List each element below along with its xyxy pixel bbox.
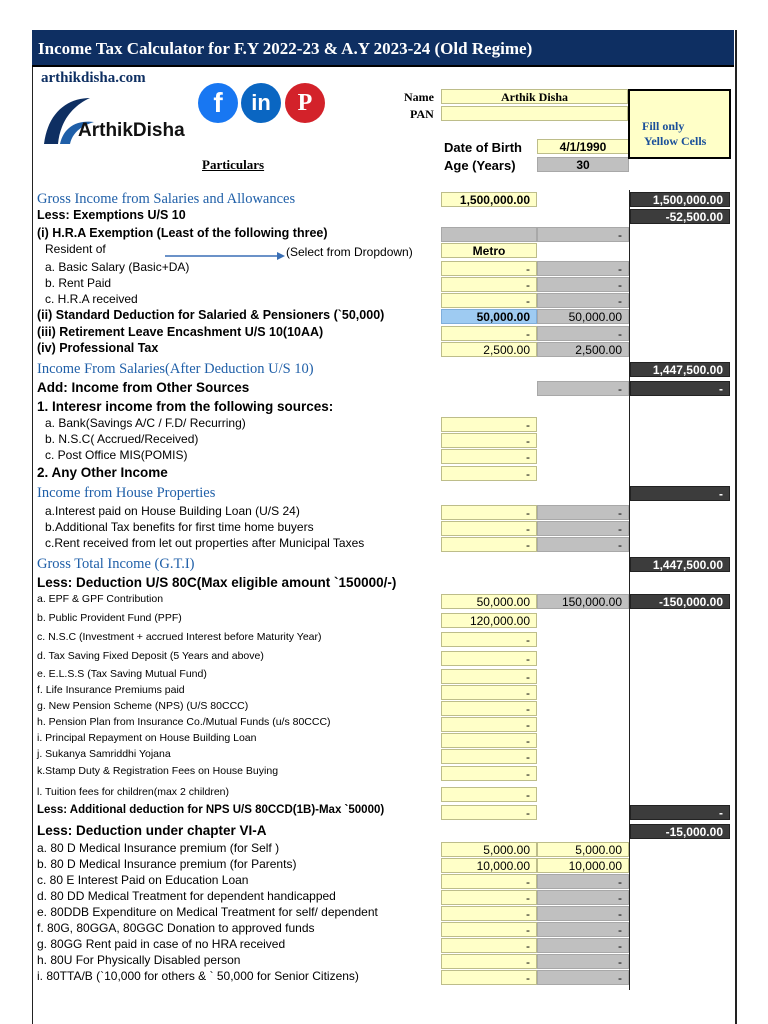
input-cell[interactable]: -	[441, 890, 537, 905]
name-label: Name	[404, 90, 434, 104]
input-cell[interactable]: 50,000.00	[441, 309, 537, 324]
logo	[38, 92, 198, 152]
row-label: b. 80 D Medical Insurance premium (for Parents)	[37, 857, 297, 871]
total-cell: -52,500.00	[630, 209, 730, 224]
row-label: e. 80DDB Expenditure on Medical Treatment for self/ dependent	[37, 905, 378, 919]
input-cell[interactable]: 10,000.00	[441, 858, 537, 873]
row-label: (iii) Retirement Leave Encashment U/S 10(10AA)	[37, 325, 324, 339]
fill-note	[628, 89, 731, 159]
input-cell[interactable]: 120,000.00	[441, 613, 537, 628]
row-label: Gross Total Income (G.T.I)	[37, 556, 195, 572]
total-cell: -150,000.00	[630, 594, 730, 609]
total-cell: -15,000.00	[630, 824, 730, 839]
row-label: Income From Salaries(After Deduction U/S 10)	[37, 361, 314, 377]
input-cell[interactable]: -	[441, 766, 537, 781]
row-label: Less: Deduction under chapter VI-A	[37, 823, 267, 838]
computed-cell: -	[537, 381, 629, 396]
input-cell[interactable]: -	[441, 749, 537, 764]
input-cell[interactable]: -	[441, 277, 537, 292]
input-cell[interactable]: -	[441, 505, 537, 520]
row-label: g. New Pension Scheme (NPS) (U/S 80CCC)	[37, 700, 249, 712]
site-link[interactable]: arthikdisha.com	[41, 70, 146, 86]
row-label: i. 80TTA/B (`10,000 for others & ` 50,000 for Senior Citizens)	[37, 969, 359, 983]
computed-cell: -	[537, 938, 629, 953]
input-cell[interactable]: -	[441, 521, 537, 536]
input-cell[interactable]: -	[441, 537, 537, 552]
row-label: c. N.S.C (Investment + accrued Interest before Maturity Year)	[37, 631, 322, 643]
computed-cell: 2,500.00	[537, 342, 629, 357]
name-field[interactable]: Arthik Disha	[441, 89, 628, 104]
row-label: Add: Income from Other Sources	[37, 380, 250, 395]
input-cell[interactable]: Metro	[441, 243, 537, 258]
row-label: Less: Deduction U/S 80C(Max eligible amount `150000/-)	[37, 575, 397, 590]
computed-cell: -	[537, 537, 629, 552]
row-label: h. 80U For Physically Disabled person	[37, 953, 241, 967]
row-label: c. H.R.A received	[45, 292, 138, 306]
total-cell: -	[630, 805, 730, 820]
row-label: c. Post Office MIS(POMIS)	[45, 448, 188, 462]
row-label: b. Rent Paid	[45, 276, 112, 290]
input-cell[interactable]: -	[441, 651, 537, 666]
total-cell: 1,500,000.00	[630, 192, 730, 207]
row-label: b. Public Provident Fund (PPF)	[37, 612, 182, 624]
input-cell[interactable]: 1,500,000.00	[441, 192, 537, 207]
input-cell[interactable]: -	[441, 433, 537, 448]
computed-cell: -	[537, 521, 629, 536]
input-cell[interactable]: -	[441, 449, 537, 464]
row-label: f. 80G, 80GGA, 80GGC Donation to approved funds	[37, 921, 315, 935]
input-cell[interactable]: 10,000.00	[537, 858, 629, 873]
row-label: a. EPF & GPF Contribution	[37, 593, 164, 605]
computed-cell: -	[537, 505, 629, 520]
row-label: Resident of	[45, 242, 106, 256]
input-cell[interactable]: -	[441, 417, 537, 432]
row-label: 1. Interesr income from the following sources:	[37, 399, 334, 414]
row-label: l. Tuition fees for children(max 2 children)	[37, 786, 229, 798]
dob-label: Date of Birth	[444, 140, 522, 155]
input-cell[interactable]: -	[441, 466, 537, 481]
computed-cell: -	[537, 906, 629, 921]
input-cell[interactable]: -	[441, 733, 537, 748]
row-label: f. Life Insurance Premiums paid	[37, 684, 185, 696]
input-cell[interactable]: -	[441, 293, 537, 308]
row-label: a. 80 D Medical Insurance premium (for Self )	[37, 841, 280, 855]
page-title: Income Tax Calculator for F.Y 2022-23 & A.Y 2023-24 (Old Regime)	[32, 30, 734, 67]
computed-cell: -	[537, 970, 629, 985]
computed-cell: -	[537, 261, 629, 276]
row-label: Less: Exemptions U/S 10	[37, 208, 186, 222]
row-label: d. 80 DD Medical Treatment for dependent handicapped	[37, 889, 336, 903]
row-label: d. Tax Saving Fixed Deposit (5 Years and above)	[37, 650, 264, 662]
row-label: a. Basic Salary (Basic+DA)	[45, 260, 190, 274]
computed-cell	[441, 227, 537, 242]
computed-cell: -	[537, 293, 629, 308]
total-cell: -	[630, 486, 730, 501]
row-label: j. Sukanya Samriddhi Yojana	[37, 748, 171, 760]
computed-cell: -	[537, 874, 629, 889]
computed-cell: 150,000.00	[537, 594, 629, 609]
row-label: i. Principal Repayment on House Building Loan	[37, 732, 257, 744]
row-label: g. 80GG Rent paid in case of no HRA received	[37, 937, 286, 951]
pinterest-icon[interactable]: P	[285, 83, 325, 123]
row-label: (i) H.R.A Exemption (Least of the following three)	[37, 226, 328, 240]
row-label: c.Rent received from let out properties after Municipal Taxes	[45, 536, 365, 550]
row-label: b. N.S.C( Accrued/Received)	[45, 432, 199, 446]
row-label: a.Interest paid on House Building Loan (U/S 24)	[45, 504, 300, 518]
row-label: e. E.L.S.S (Tax Saving Mutual Fund)	[37, 668, 207, 680]
row-label: a. Bank(Savings A/C / F.D/ Recurring)	[45, 416, 246, 430]
input-cell[interactable]: -	[441, 938, 537, 953]
pan-label: PAN	[410, 107, 434, 121]
computed-cell: -	[537, 954, 629, 969]
computed-cell: 50,000.00	[537, 309, 629, 324]
total-cell: 1,447,500.00	[630, 362, 730, 377]
fill-note-line-1: Fill only	[642, 119, 685, 133]
logo-text: ArthikDisha	[78, 120, 185, 141]
age-field: 30	[537, 157, 629, 172]
dropdown-hint: (Select from Dropdown)	[286, 245, 413, 259]
input-cell[interactable]: 5,000.00	[441, 842, 537, 857]
row-label: (iv) Professional Tax	[37, 341, 159, 355]
input-cell[interactable]: -	[441, 717, 537, 732]
row-label: c. 80 E Interest Paid on Education Loan	[37, 873, 249, 887]
row-label: b.Additional Tax benefits for first time home buyers	[45, 520, 314, 534]
input-cell[interactable]: -	[441, 669, 537, 684]
fill-note-line-2: Yellow Cells	[644, 134, 707, 148]
row-label: (ii) Standard Deduction for Salaried & Pensioners (`50,000)	[37, 308, 385, 322]
particulars-heading: Particulars	[202, 157, 265, 172]
row-label: h. Pension Plan from Insurance Co./Mutual Funds (u/s 80CCC)	[37, 716, 331, 728]
computed-cell: -	[537, 922, 629, 937]
age-label: Age (Years)	[444, 158, 516, 173]
input-cell[interactable]: -	[441, 701, 537, 716]
computed-cell: -	[537, 227, 629, 242]
input-cell[interactable]: -	[441, 954, 537, 969]
input-cell[interactable]: -	[441, 906, 537, 921]
computed-cell: -	[537, 277, 629, 292]
input-cell[interactable]: -	[441, 685, 537, 700]
input-cell[interactable]: -	[441, 787, 537, 802]
input-cell[interactable]: 5,000.00	[537, 842, 629, 857]
total-cell: -	[630, 381, 730, 396]
row-label: Less: Additional deduction for NPS U/S 80CCD(1B)-Max `50000)	[37, 804, 385, 816]
input-cell[interactable]: -	[441, 922, 537, 937]
total-cell: 1,447,500.00	[630, 557, 730, 572]
linkedin-icon[interactable]: in	[241, 83, 281, 123]
input-cell[interactable]: 50,000.00	[441, 594, 537, 609]
facebook-icon[interactable]: f	[198, 83, 238, 123]
input-cell[interactable]: -	[441, 261, 537, 276]
input-cell[interactable]: -	[441, 970, 537, 985]
row-label: k.Stamp Duty & Registration Fees on House Buying	[37, 765, 279, 777]
input-cell[interactable]: -	[441, 632, 537, 647]
input-cell[interactable]: -	[441, 874, 537, 889]
row-label: 2. Any Other Income	[37, 465, 168, 480]
input-cell[interactable]: -	[441, 326, 537, 341]
input-cell[interactable]: -	[441, 805, 537, 820]
total-column	[629, 190, 732, 990]
computed-cell: -	[537, 890, 629, 905]
row-label: Income from House Properties	[37, 485, 216, 501]
input-cell[interactable]: 2,500.00	[441, 342, 537, 357]
pan-field[interactable]	[441, 106, 628, 121]
row-label: Gross Income from Salaries and Allowances	[37, 191, 296, 207]
computed-cell: -	[537, 326, 629, 341]
dob-field[interactable]: 4/1/1990	[537, 139, 629, 154]
